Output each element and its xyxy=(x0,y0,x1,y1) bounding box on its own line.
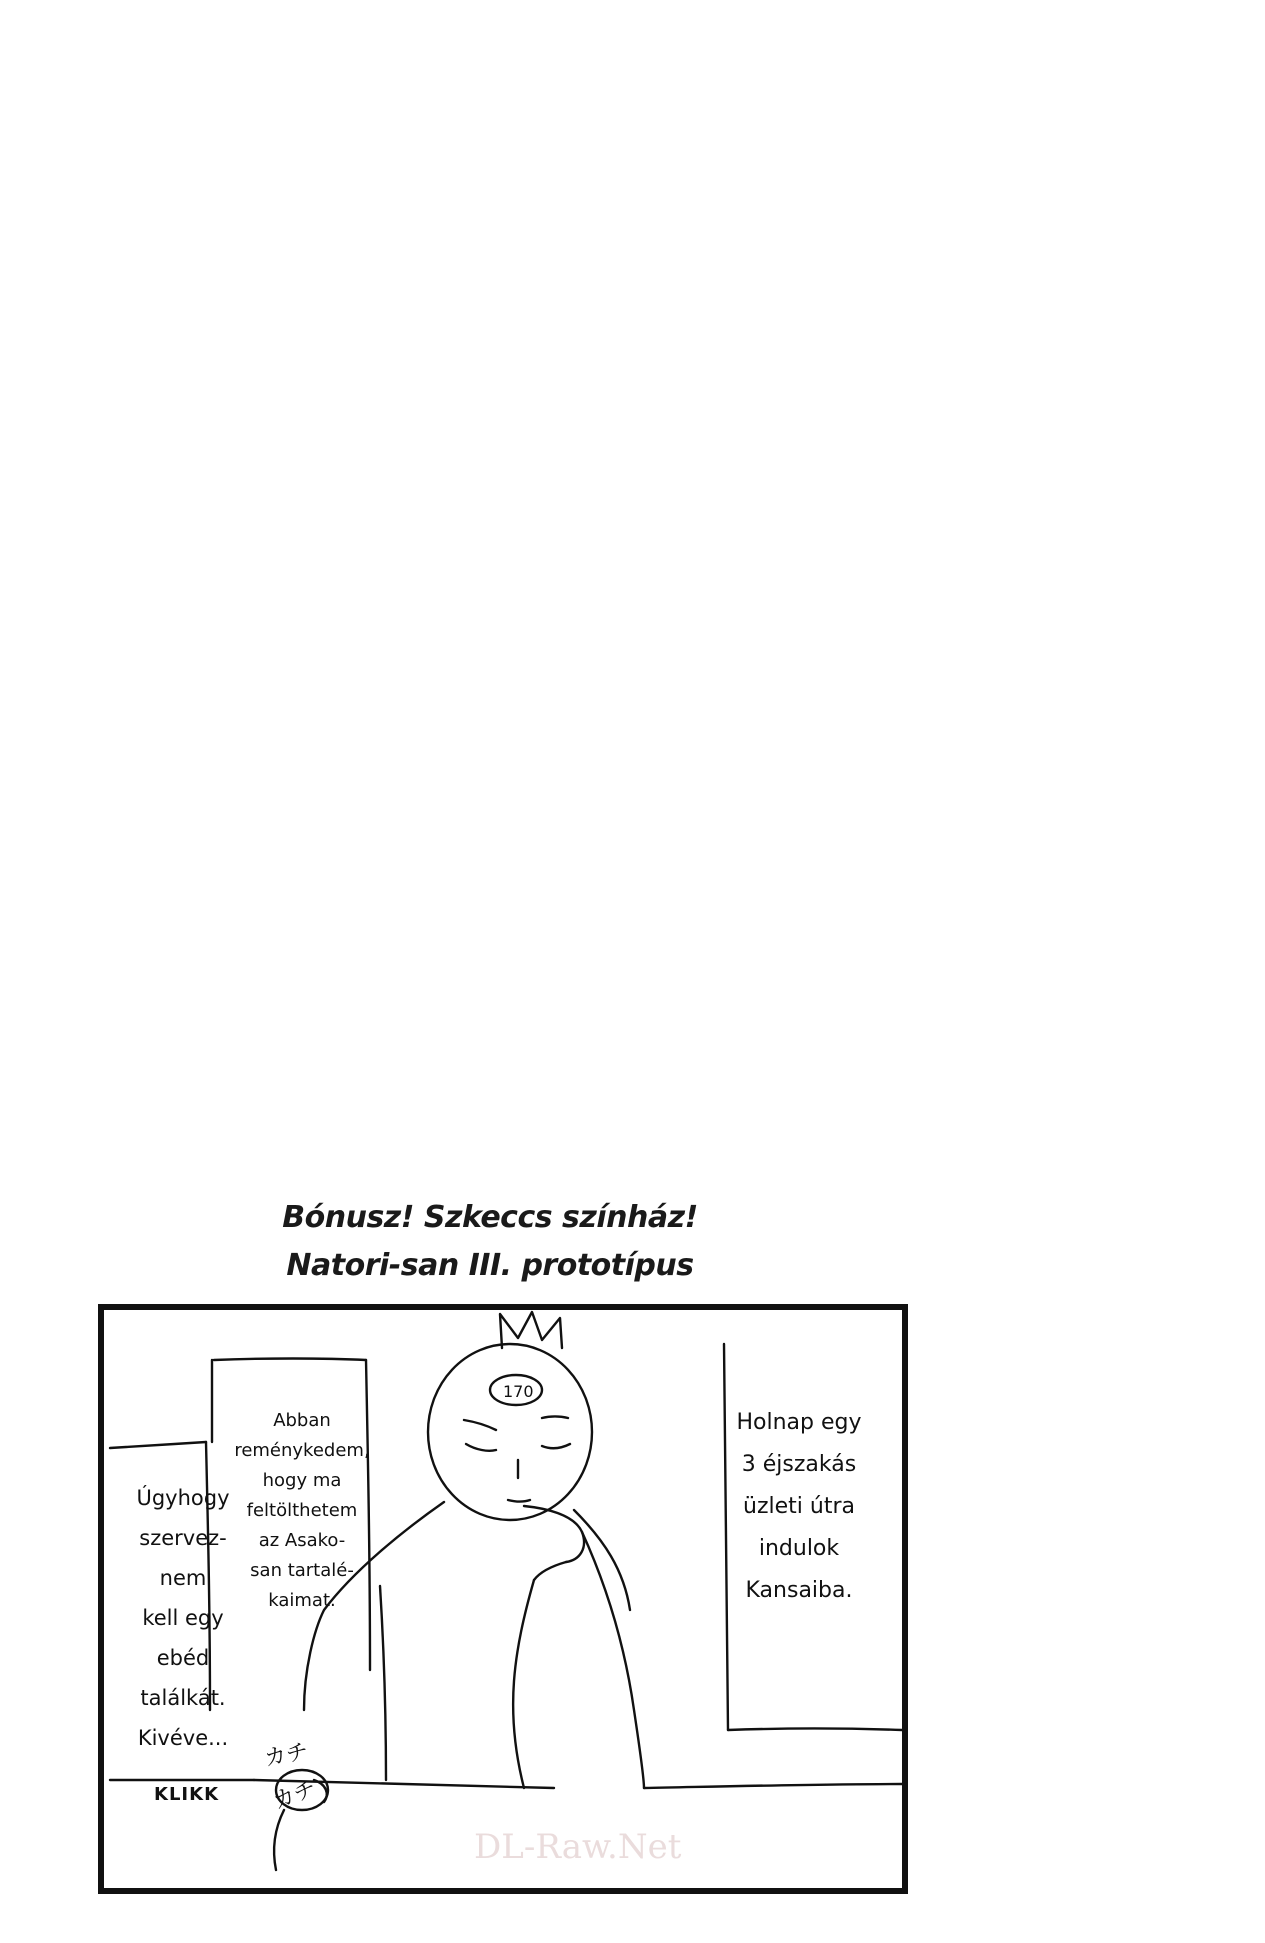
right-shoulder xyxy=(574,1510,630,1610)
sound-effect-click: KLIKK xyxy=(154,1784,220,1805)
sound-effect-kana-lower: カチ xyxy=(269,1776,320,1815)
arm-upper xyxy=(534,1562,566,1580)
speech-text-middle: Abban reménykedem, hogy ma feltölthetem az Asako- san tartalé- kaimat. xyxy=(234,1410,370,1611)
head xyxy=(428,1344,592,1520)
right-partition-bottom xyxy=(728,1729,902,1731)
mouth xyxy=(508,1500,530,1502)
arm-lower xyxy=(513,1580,534,1788)
mouse-cord xyxy=(274,1810,284,1870)
left-brow xyxy=(464,1420,496,1430)
comic-panel xyxy=(98,1304,908,1894)
left-eye xyxy=(466,1444,496,1451)
right-brow xyxy=(542,1417,568,1419)
middle-partition-top xyxy=(214,1359,366,1361)
arm-outer xyxy=(582,1532,644,1788)
page-title-line-1: Bónusz! Szkeccs színház! xyxy=(282,1200,698,1235)
right-eye xyxy=(542,1444,570,1448)
desk-right xyxy=(644,1784,902,1788)
page-title-line-2: Natori-san III. prototípus xyxy=(286,1248,694,1283)
speech-text-right: Holnap egy 3 éjszakás üzleti útra indulok Kansaiba. xyxy=(736,1410,862,1603)
crown-icon xyxy=(500,1312,562,1348)
hand xyxy=(524,1506,584,1562)
badge-number: 170 xyxy=(503,1382,534,1401)
left-partition xyxy=(110,1442,206,1448)
sound-effect-kana-upper: カチ xyxy=(262,1739,311,1772)
speech-text-left: Úgyhogy szervez- nem kell egy ebéd találkát. Kivéve... xyxy=(136,1486,230,1750)
watermark-text: DL-Raw.Net xyxy=(474,1827,682,1867)
